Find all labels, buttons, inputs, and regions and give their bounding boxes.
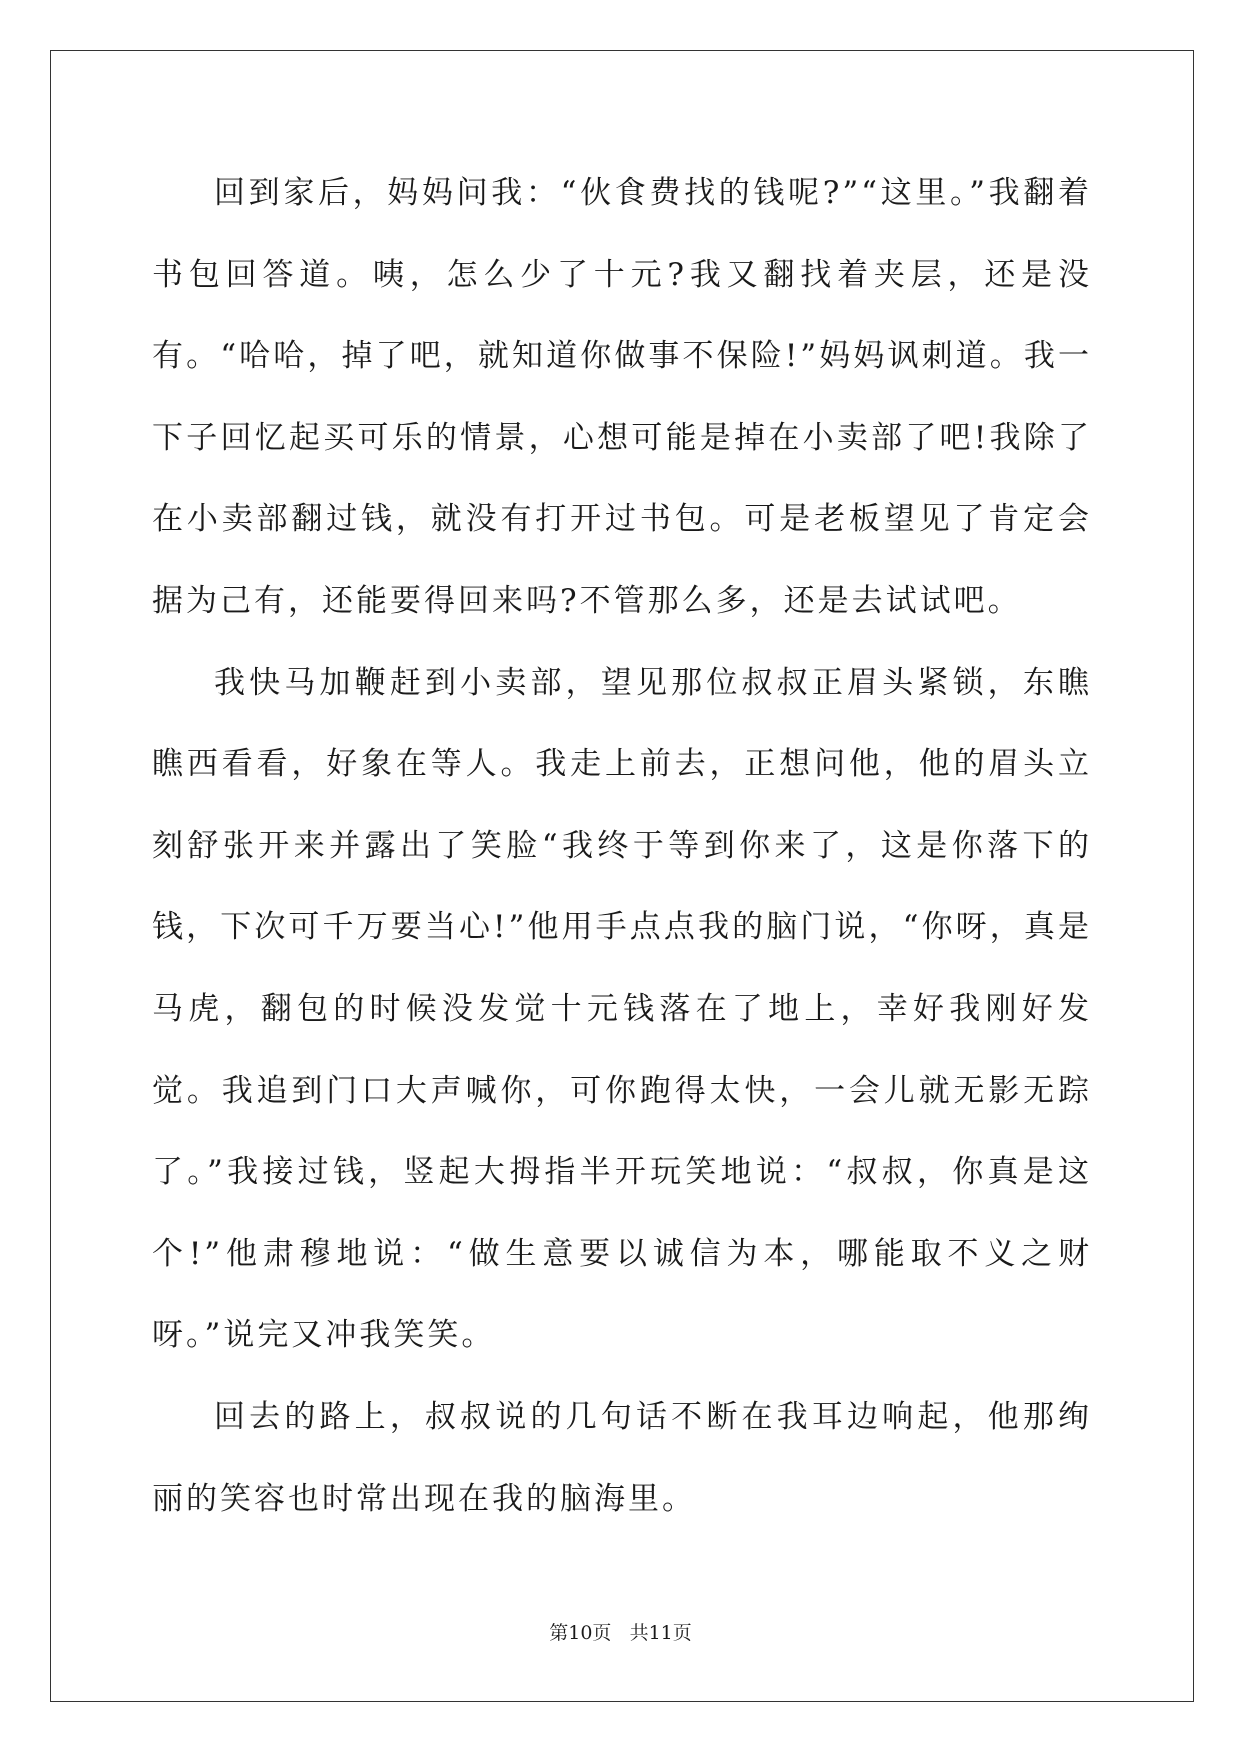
page-total: 共11页 (629, 1622, 692, 1644)
document-body (152, 153, 1092, 1540)
page-number: 第10页 (549, 1622, 612, 1644)
paragraph-3: 回去的路上，叔叔说的几句话不断在我耳边响起，他那绚丽的笑容也时常出现在我的脑海里。 (152, 1398, 1092, 1517)
paragraph-2: 我快马加鞭赶到小卖部，望见那位叔叔正眉头紧锁，东瞧瞧西看看，好象在等人。我走上前去，正想问他，他的眉头立刻舒张开来并露出了笑脸“我终于等到你来了，这是你落下的钱，下次可千万要当心!”他用手点点我的脑门说，“你呀，真是马虎，翻包的时候没发觉十元钱落在了地上，幸好我刚好发觉。我追到门口大声喊你，可你跑得太快，一会儿就无影无踪了。”我接过钱，竖起大拇指半开玩笑地说：“叔叔，你真是这个!”他肃穆地说：“做生意要以诚信为本，哪能取不义之财呀。”说完又冲我笑笑。 (152, 664, 1092, 1354)
page-footer (0, 1618, 1241, 1645)
paragraph-1: 回到家后，妈妈问我：“伙食费找的钱呢?”“这里。”我翻着书包回答道。咦，怎么少了十元?我又翻找着夹层，还是没有。“哈哈，掉了吧，就知道你做事不保险!”妈妈讽刺道。我一下子回忆起买可乐的情景，心想可能是掉在小卖部了吧!我除了在小卖部翻过钱，就没有打开过书包。可是老板望见了肯定会据为己有，还能要得回来吗?不管那么多，还是去试试吧。 (152, 175, 1092, 619)
footer-spacer (611, 1622, 629, 1644)
